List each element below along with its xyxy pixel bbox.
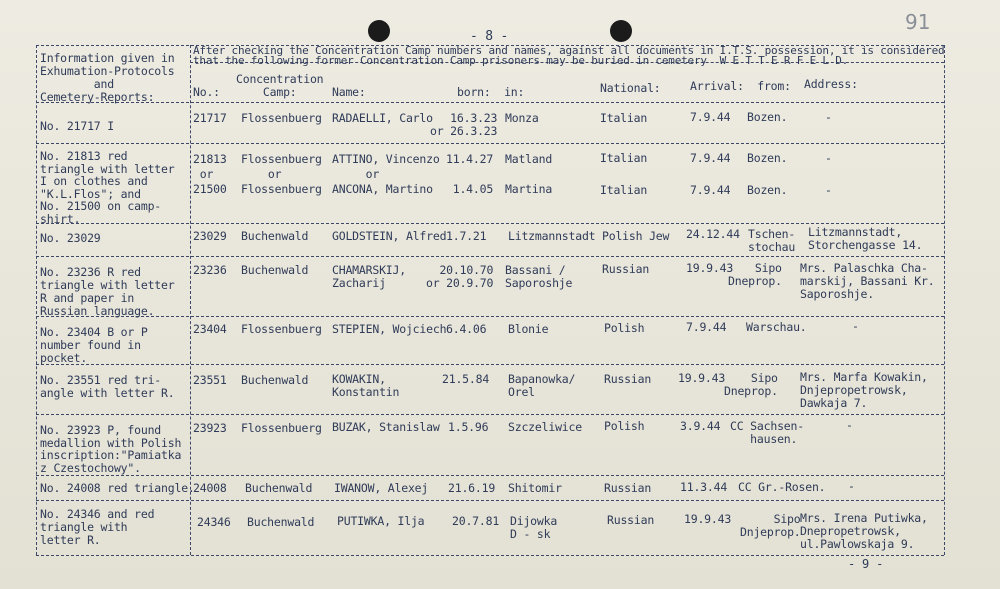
row-address: Mrs. Palaschka Cha- marskij, Bassani Kr. Saporoshje. [800,261,935,301]
row-camp: Buchenwald [241,229,309,243]
column-divider [190,45,191,555]
col-header-camp: Concentration Camp: [236,72,324,99]
row-from: CC Sachsen- hausen. [730,419,804,446]
table-bottom-border [36,555,944,556]
row-camp: Buchenwald [247,515,315,529]
row-arrival: 7.9.44 [686,320,727,334]
row-name: BUZAK, Stanislaw [332,420,440,434]
row-camp: Flossenbuerg [241,322,322,336]
row-no: 24008 [193,481,227,495]
row-info: No. 24008 red triangle. [40,481,195,495]
intro-text-line1: After checking the Concentration Camp numbers and names, against all documents in I.T.S. possession, it is considered [193,44,945,57]
col-header-no: No.: [193,85,220,99]
row-born: 16.3.23 or 26.3.23 [430,111,498,138]
row-national: Italian Italian [600,151,648,197]
row-born: 21.5.84 [442,372,490,386]
row-national: Russian [604,481,652,495]
row-arrival: 19.9.43 [686,261,734,275]
row-no: 24346 [197,515,231,529]
row-address: Mrs. Marfa Kowakin, Dnjepropetrowsk, Dawkaja 7. [800,370,928,410]
row-address: - [825,110,832,124]
row-separator [36,500,944,501]
row-info: No. 24346 and red triangle with letter R. [40,507,155,547]
row-born: 1.7.21 [446,229,487,243]
row-camp: Flossenbuerg or Flossenbuerg [241,152,322,196]
row-national: Polish [604,321,645,335]
row-arrival: 3.9.44 [680,419,721,433]
row-born: 20.7.81 [452,514,500,528]
row-name: IWANOW, Alexej [334,481,429,495]
row-from: Warschau. [746,320,807,334]
row-national: Russian [604,372,652,386]
row-place: Szczeliwice [508,420,582,434]
punch-hole-right [610,20,632,42]
row-address: Mrs. Irena Putiwka, Dnepropetrowsk, ul.Pawlowskaja 9. [800,511,928,551]
row-camp: Buchenwald [241,263,309,277]
row-no: 21813 or 21500 [193,152,227,196]
row-info: No. 21813 red triangle with letter I on clothes and "K.L.Flos"; and No. 21500 on camp- shirt. [40,149,175,226]
row-place: Matland Martina [505,152,553,196]
row-camp: Flossenbuerg [241,111,322,125]
header-info-column: Information given in Exhumation-Protocols and Cemetery-Reports: [40,51,175,104]
row-arrival: 19.9.43 [678,371,726,385]
row-name: GOLDSTEIN, Alfred [332,229,447,243]
row-camp: Flossenbuerg [241,421,322,435]
row-info: No. 23923 P, found medallion with Polish inscription:"Pamiatka z Czestochowy". [40,423,182,475]
row-place: Bassani / Saporoshje [505,263,573,290]
row-from: Bozen. [747,110,788,124]
row-born: 20.10.70 or 20.9.70 [426,263,494,290]
row-national: Polish [604,419,645,433]
row-from: Sipo Dnjeprop. [740,512,801,539]
col-header-born-in: born: in: [457,85,525,99]
col-header-address: Address: [804,77,858,91]
row-place: Dijowka D - sk [510,514,558,541]
row-address: - [852,319,859,333]
row-place: Shitomir [508,481,562,495]
row-born: 11.4.27 1.4.05 [446,152,494,196]
row-arrival: 7.9.44 [690,110,731,124]
row-from: CC Gr.-Rosen. [738,480,826,494]
row-national: Russian [602,262,650,276]
row-info: No. 23551 red tri- angle with letter R. [40,373,175,400]
row-no: 23236 [193,263,227,277]
row-name: RADAELLI, Carlo [332,111,433,125]
intro-text-line2: that the following former Concentration Camp prisoners may be buried in cemetery W E T T E R F E L D. [193,54,849,67]
row-info: No. 23404 B or P number found in pocket. [40,325,148,365]
row-from: Sipo Dneprop. [724,371,778,398]
row-born: 1.5.96 [448,420,489,434]
row-national: Russian [607,513,655,527]
row-arrival: 24.12.44 [686,227,740,241]
punch-hole-left [368,20,390,42]
row-place: Blonie [508,322,549,336]
table-right-border [944,45,945,555]
row-arrival: 11.3.44 [680,480,728,494]
row-national: Polish Jew [602,229,670,243]
row-info: No. 23029 [40,231,101,245]
row-place: Litzmannstadt [508,229,596,243]
row-place: Bapanowka/ Orel [508,372,576,399]
col-header-name: Name: [332,85,366,99]
row-address: - [848,479,855,493]
row-name: ATTINO, Vincenzo or ANCONA, Martino [332,152,440,196]
page-number-top: - 8 - [470,29,509,44]
row-separator [36,475,944,476]
row-separator [36,143,944,144]
row-separator [36,364,944,365]
row-national: Italian [600,111,648,125]
row-from: Bozen. Bozen. [747,151,788,197]
page-number-bottom: - 9 - [848,557,884,571]
row-from: Tschen- stochau [748,227,796,254]
row-born: 21.6.19 [448,481,496,495]
row-separator [36,256,944,257]
row-born: 6.4.06 [446,322,487,336]
row-no: 23404 [193,322,227,336]
row-no: 23551 [193,373,227,387]
row-address: - - [825,151,832,197]
row-camp: Buchenwald [245,481,313,495]
row-name: CHAMARSKIJ, Zacharij [332,263,406,290]
row-address: Litzmannstadt, Storchengasse 14. [808,225,923,252]
row-name: PUTIWKA, Ilja [337,514,425,528]
row-arrival: 7.9.44 7.9.44 [690,151,731,197]
col-header-arrival-from: Arrival: from: [690,79,791,93]
col-header-national: National: [600,81,661,95]
row-no: 23029 [193,229,227,243]
row-name: STEPIEN, Wojciech [332,322,447,336]
row-from: Sipo Dneprop. [728,261,782,288]
row-camp: Buchenwald [241,373,309,387]
row-no: 23923 [193,421,227,435]
row-separator [36,414,944,415]
row-info: No. 23236 R red triangle with letter R and paper in Russian language. [40,265,175,318]
corner-page-number: 91 [905,10,931,34]
table-left-border [36,45,37,555]
row-place: Monza [505,111,539,125]
row-info: No. 21717 I [40,119,114,133]
row-name: KOWAKIN, Konstantin [332,372,400,399]
row-address: - [846,418,853,432]
row-arrival: 19.9.43 [684,512,732,526]
row-no: 21717 [193,111,227,125]
